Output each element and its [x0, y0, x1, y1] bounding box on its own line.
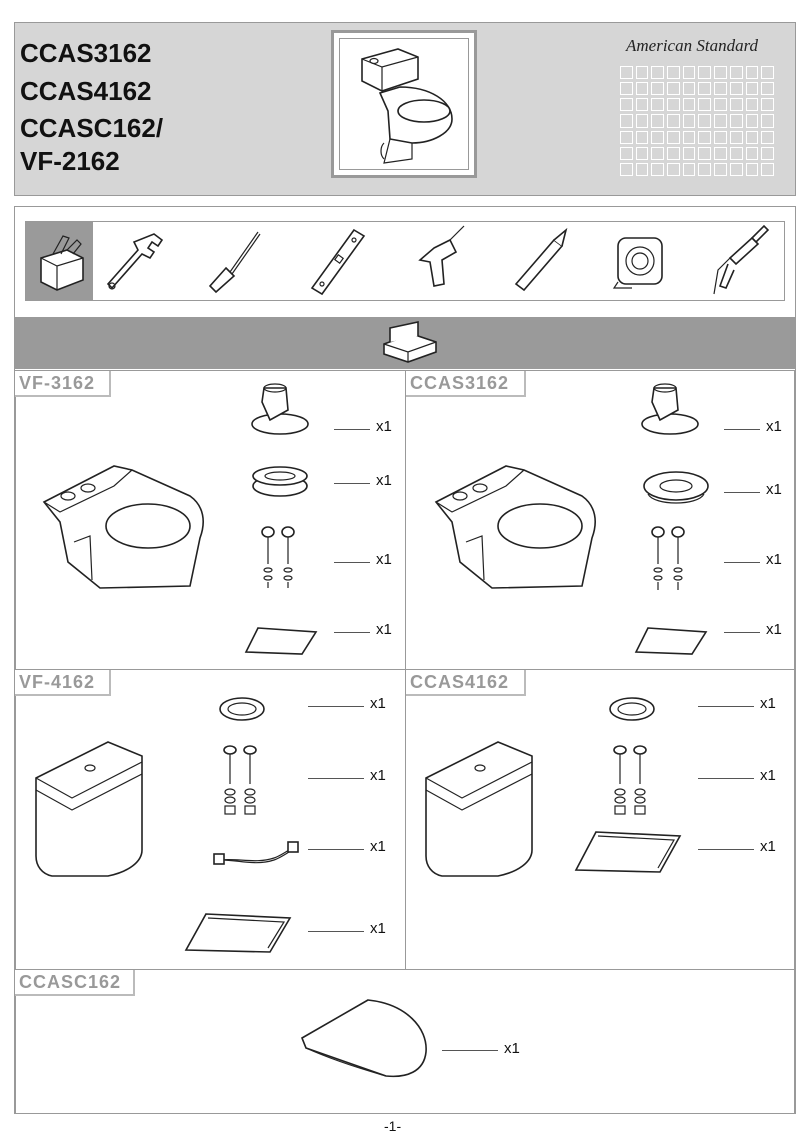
model-number: CCAS4162 [20, 76, 152, 106]
section-label: CCASC162 [15, 970, 135, 996]
quantity-label: x1 [760, 695, 776, 712]
tape-measure-icon [612, 232, 668, 292]
quantity-label: x1 [370, 838, 386, 855]
bolt-set-icon [648, 524, 688, 592]
tank-bolt-set-icon [220, 744, 260, 816]
supply-hose-icon [214, 838, 298, 872]
tank-bolt-set-icon [610, 744, 650, 816]
quantity-label: x1 [370, 920, 386, 937]
quantity-label: x1 [504, 1040, 520, 1057]
leader-line [308, 931, 364, 932]
drill-icon [406, 224, 470, 296]
bolt-set-icon [258, 524, 298, 590]
section-label: VF-4162 [15, 670, 111, 696]
template-sheet-icon [574, 828, 684, 874]
toilet-hero-image [331, 30, 477, 178]
template-sheet-icon [184, 910, 294, 954]
toilet-seat-illustration [298, 996, 432, 1080]
toilet-bowl-illustration [40, 462, 210, 592]
leader-line [442, 1050, 498, 1051]
wrench-icon [104, 226, 168, 296]
leader-line [308, 706, 364, 707]
level-icon [306, 226, 370, 296]
quantity-label: x1 [376, 472, 392, 489]
section-label: VF-3162 [15, 371, 111, 397]
section-label: CCAS3162 [406, 371, 526, 397]
quantity-label: x1 [760, 767, 776, 784]
template-sheet-icon [244, 626, 320, 656]
leader-line [334, 632, 370, 633]
leader-line [308, 849, 364, 850]
leader-line [698, 706, 754, 707]
leader-line [724, 429, 760, 430]
leader-line [334, 562, 370, 563]
template-sheet-icon [634, 626, 710, 656]
model-number: CCAS3162 [20, 38, 152, 68]
quantity-label: x1 [376, 418, 392, 435]
toilet-tank-illustration [32, 738, 148, 880]
quantity-label: x1 [766, 621, 782, 638]
leader-line [698, 849, 754, 850]
leader-line [308, 778, 364, 779]
leader-line [724, 632, 760, 633]
pencil-icon [508, 226, 572, 296]
screwdriver-icon [204, 226, 264, 296]
section-label: CCAS4162 [406, 670, 526, 696]
leader-line [698, 778, 754, 779]
quantity-label: x1 [766, 418, 782, 435]
quantity-label: x1 [766, 481, 782, 498]
quantity-label: x1 [760, 838, 776, 855]
page-number: -1- [384, 1118, 402, 1134]
model-number: CCASC162/ [20, 113, 164, 143]
flange-seal-icon [630, 380, 702, 442]
brand-logo-text: American Standard [626, 36, 759, 55]
quantity-label: x1 [370, 767, 386, 784]
toilet-tank-illustration [422, 738, 538, 880]
leader-line [724, 562, 760, 563]
caulk-gun-icon [708, 224, 772, 296]
quantity-label: x1 [376, 551, 392, 568]
wax-ring-icon [250, 464, 312, 500]
brand-tile-pattern [620, 66, 774, 176]
toilet-bowl-illustration [432, 462, 602, 592]
flange-seal-icon [240, 380, 312, 442]
quantity-label: x1 [370, 695, 386, 712]
gasket-ring-icon [608, 694, 658, 724]
leader-line [334, 483, 370, 484]
wax-ring-icon [640, 466, 712, 512]
leader-line [724, 492, 760, 493]
gasket-ring-icon [218, 694, 268, 724]
model-number: VF-2162 [20, 146, 120, 176]
quantity-label: x1 [766, 551, 782, 568]
leader-line [334, 429, 370, 430]
quantity-label: x1 [376, 621, 392, 638]
parts-box-icon [380, 320, 440, 366]
toolbox-icon [33, 228, 89, 294]
